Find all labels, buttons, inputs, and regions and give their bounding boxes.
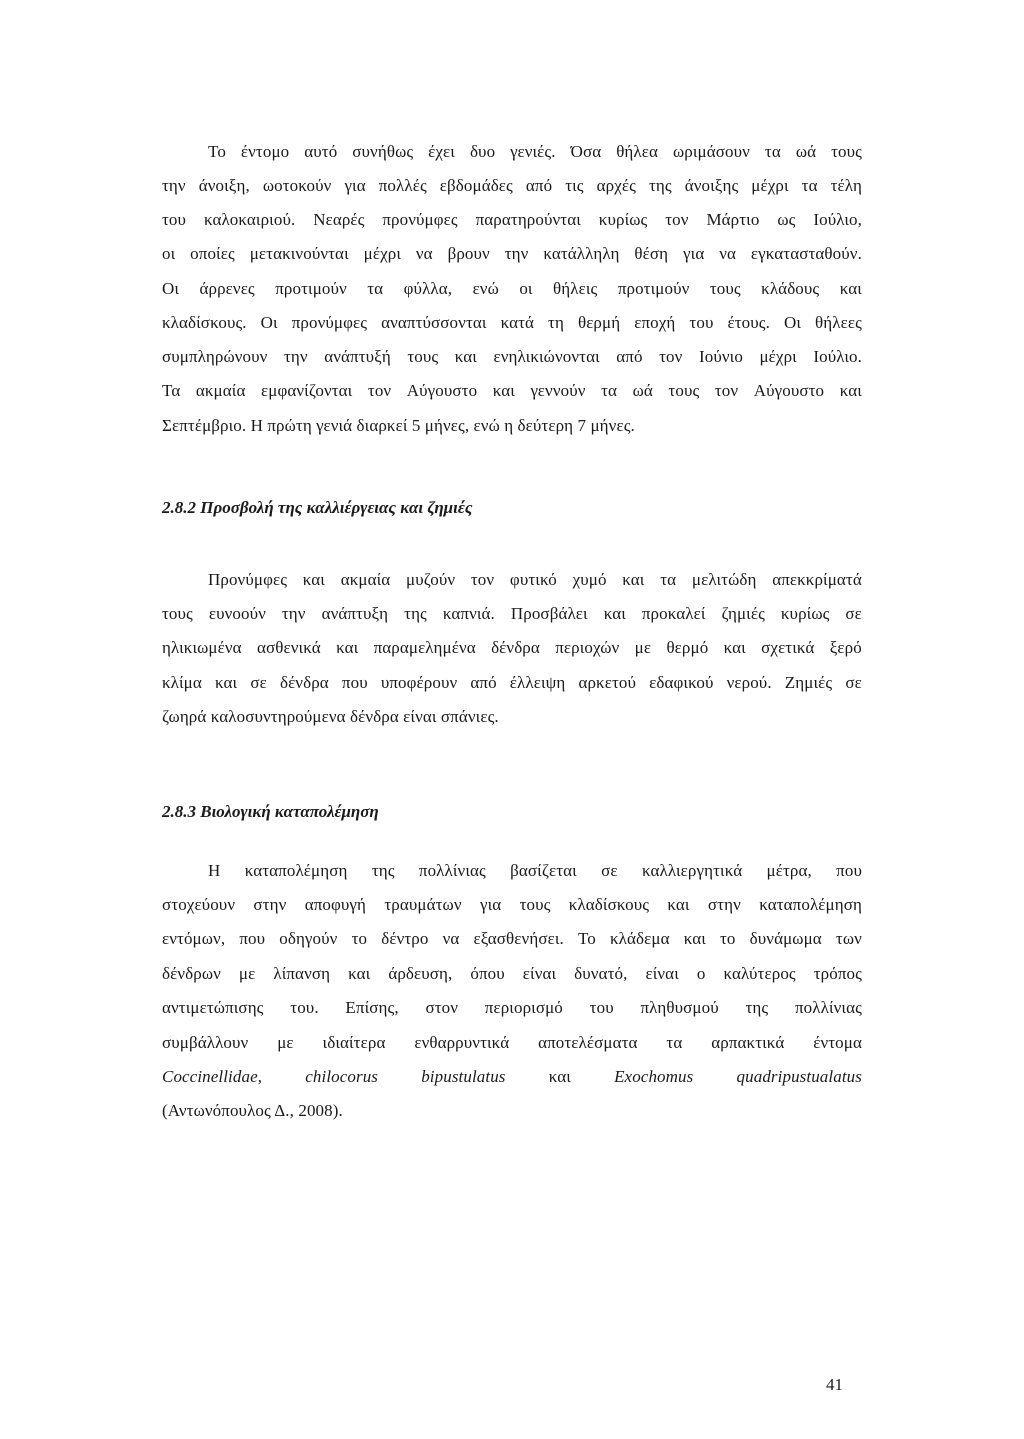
word: μελιτώδη <box>691 570 757 589</box>
word: αυτό <box>304 142 338 161</box>
word: Οι <box>783 313 802 332</box>
word: παραμελημένα <box>373 638 476 657</box>
species-name: chilocorus <box>305 1067 379 1086</box>
word: κλίμα <box>162 673 202 692</box>
para1-line-4 <box>162 244 862 264</box>
word: και <box>348 964 371 983</box>
section-number: 2.8.3 <box>162 802 196 821</box>
word: εξασθενήσει. <box>473 929 564 948</box>
word: με <box>634 638 652 657</box>
word: προκαλεί <box>641 604 706 623</box>
word: εγκατασταθούν. <box>750 244 862 263</box>
word: για <box>479 895 502 914</box>
para1-line-9: Σεπτέμβριο. Η πρώτη γενιά διαρκεί 5 μήνες, ενώ η δεύτερη 7 μήνες. <box>162 416 635 435</box>
word: Το <box>208 142 226 161</box>
para2-line-3 <box>162 638 862 658</box>
word: κατάλληλη <box>543 244 620 263</box>
word: του <box>689 313 714 332</box>
word: προνύμφες <box>291 313 368 332</box>
word: Η <box>208 861 221 880</box>
word: ωά <box>632 381 653 400</box>
word: Ιούνιο <box>698 347 743 366</box>
word: λίπανση <box>273 964 331 983</box>
word: τα <box>601 381 618 400</box>
word: αποφυγή <box>304 895 367 914</box>
word: στοχεύουν <box>162 895 236 914</box>
word: από <box>525 176 553 195</box>
word: και <box>839 279 862 298</box>
word: ωριμάσουν <box>672 142 750 161</box>
word: την <box>283 347 308 366</box>
word: τρόπος <box>813 964 862 983</box>
word: τη <box>548 313 564 332</box>
word: είναι <box>645 964 679 983</box>
word: άρρενες <box>199 279 255 298</box>
para1-line-5 <box>162 279 862 299</box>
word: συνήθως <box>352 142 414 161</box>
para2-line-4 <box>162 673 862 693</box>
word: συμπληρώνουν <box>162 347 268 366</box>
section-heading-2-8-2 <box>162 498 472 518</box>
word: από <box>470 673 497 692</box>
word: την <box>504 244 529 263</box>
word: δυνατό, <box>574 964 628 983</box>
word: το <box>351 929 368 948</box>
species-name: quadripustualatus <box>736 1067 862 1086</box>
word: οι <box>519 279 533 298</box>
word: τα <box>660 570 677 589</box>
word: σε <box>845 604 862 623</box>
section-title: Προσβολή της καλλιέργειας και ζημιές <box>200 498 473 517</box>
word: ξερό <box>829 638 862 657</box>
word: και <box>215 673 238 692</box>
word: Ζημιές <box>784 673 833 692</box>
word: δέντρο <box>381 929 429 948</box>
word: της <box>745 998 769 1017</box>
word: μέχρι <box>363 244 401 263</box>
word: κλάδεμα <box>609 929 670 948</box>
word: πληθυσμού <box>640 998 719 1017</box>
word: και <box>336 638 359 657</box>
word: στην <box>253 895 287 914</box>
word: Νεαρές <box>313 210 365 229</box>
word: που <box>836 861 862 880</box>
word: και <box>667 895 690 914</box>
word: Επίσης, <box>345 998 399 1017</box>
word: περιορισμό <box>484 998 563 1017</box>
word: μυζούν <box>406 570 456 589</box>
word: τους <box>709 279 741 298</box>
word: αρκετού <box>578 673 637 692</box>
section-title: Βιολογική καταπολέμηση <box>200 802 379 821</box>
word: Το <box>577 929 596 948</box>
word: κλαδίσκους <box>568 895 650 914</box>
word: και <box>683 929 706 948</box>
word: που <box>239 929 266 948</box>
word: τα <box>367 279 384 298</box>
word: οποίες <box>190 244 235 263</box>
word: περιοχών <box>555 638 620 657</box>
word: έχει <box>428 142 455 161</box>
word: ως <box>777 210 796 229</box>
word: εντόμων, <box>162 929 226 948</box>
word: και <box>302 570 325 589</box>
word: άνοιξης <box>684 176 739 195</box>
word: και <box>492 381 515 400</box>
word: ωά <box>795 142 817 161</box>
word: από <box>616 347 643 366</box>
word: ηλικιωμένα <box>162 638 242 657</box>
word: τέλη <box>830 176 862 195</box>
word: υποφέρουν <box>380 673 458 692</box>
word: ιδιαίτερα <box>322 1033 386 1052</box>
word: να <box>415 244 433 263</box>
word: τους <box>519 895 551 914</box>
word: πολλές <box>378 176 427 195</box>
word: στην <box>707 895 741 914</box>
word: κλαδίσκους. <box>162 313 247 332</box>
word: Αύγουστο <box>753 381 825 400</box>
word: έτους. <box>727 313 770 332</box>
word: νερού. <box>726 673 772 692</box>
word: βρουν <box>447 244 490 263</box>
para1-line-6 <box>162 313 862 333</box>
word: θέση <box>634 244 669 263</box>
para1-line-2 <box>162 176 862 196</box>
word: εμφανίζονται <box>261 381 353 400</box>
word: θήλεες <box>815 313 862 332</box>
word: φύλλα, <box>403 279 453 298</box>
word: δυο <box>469 142 496 161</box>
word: βασίζεται <box>510 861 577 880</box>
word: εδαφικού <box>649 673 714 692</box>
word: Τα <box>162 381 181 400</box>
word: θερμό <box>666 638 709 657</box>
section-heading-2-8-3 <box>162 802 379 822</box>
para1-line-3 <box>162 210 862 230</box>
word: το <box>720 929 736 948</box>
para1-line-7 <box>162 347 862 367</box>
word: ασθενικά <box>257 638 321 657</box>
para3-line-2 <box>162 895 862 915</box>
word: ευνοούν <box>208 604 266 623</box>
para2-line-2 <box>162 604 862 624</box>
word: τους <box>162 604 193 623</box>
word: δένδρα <box>491 638 540 657</box>
word: Ιούλιο. <box>813 347 862 366</box>
word: ενθαρρυντικά <box>414 1033 510 1052</box>
word: να <box>442 929 460 948</box>
word: του <box>162 210 187 229</box>
word: δένδρα <box>279 673 329 692</box>
word: για <box>344 176 366 195</box>
word: τους <box>407 347 439 366</box>
word: κατά <box>500 313 535 332</box>
word: τον <box>367 381 392 400</box>
word: γεννούν <box>530 381 586 400</box>
species-name: Exochomus <box>614 1067 694 1086</box>
word: του <box>589 998 614 1017</box>
word: τα <box>764 142 781 161</box>
word: ανάπτυξη <box>321 604 389 623</box>
word: τραυμάτων <box>384 895 462 914</box>
word: ο <box>696 964 706 983</box>
word: παρατηρούνται <box>475 210 581 229</box>
word: την <box>281 604 306 623</box>
word: γενιές. <box>510 142 556 161</box>
word: ακμαία <box>340 570 391 589</box>
word: ενηλικιώνονται <box>493 347 600 366</box>
para3-line-3 <box>162 929 862 949</box>
word: σε <box>250 673 267 692</box>
word: μέχρι <box>759 347 797 366</box>
word: τον <box>470 570 495 589</box>
word: δυνάμωμα <box>749 929 822 948</box>
word: και <box>622 570 645 589</box>
word: την <box>162 176 186 195</box>
para2-line-5: ζωηρά καλοσυντηρούμενα δένδρα είναι σπάνιες. <box>162 707 499 726</box>
word: αποτελέσματα <box>538 1033 638 1052</box>
word: καλοκαιριού. <box>203 210 296 229</box>
word: ωοτοκούν <box>262 176 332 195</box>
word: κυρίως <box>598 210 648 229</box>
species-name: bipustulatus <box>421 1067 506 1086</box>
word: Οι <box>162 279 180 298</box>
word: να <box>719 244 737 263</box>
word: κυρίως <box>780 604 830 623</box>
word: τα <box>801 176 818 195</box>
species-name: Coccinellidae, <box>162 1067 263 1086</box>
word: κλάδους <box>761 279 820 298</box>
para3-line-5 <box>162 998 862 1018</box>
word: οδηγούν <box>279 929 338 948</box>
word: Ιούλιο, <box>813 210 862 229</box>
word: έντομο <box>240 142 290 161</box>
word: που <box>341 673 368 692</box>
word: μέχρι <box>751 176 789 195</box>
word: καταπολέμηση <box>244 861 348 880</box>
word: προτιμούν <box>617 279 690 298</box>
word: για <box>683 244 705 263</box>
word: καλλιεργητικά <box>641 861 743 880</box>
para2-line-1 <box>208 570 862 590</box>
word: τις <box>565 176 584 195</box>
word: φυτικό <box>509 570 557 589</box>
word: Προνύμφες <box>208 570 288 589</box>
word: και <box>839 381 862 400</box>
conjunction: και <box>548 1067 571 1086</box>
word: είναι <box>522 964 557 983</box>
word: αρχές <box>596 176 636 195</box>
section-number: 2.8.2 <box>162 498 196 517</box>
word: συμβάλλουν <box>162 1033 249 1052</box>
word: τον <box>714 381 739 400</box>
word: πολλίνιας <box>794 998 862 1017</box>
word: καλύτερος <box>723 964 796 983</box>
word: με <box>277 1033 294 1052</box>
word: έλλειψη <box>509 673 566 692</box>
word: τον <box>659 347 683 366</box>
word: απεκκρίματά <box>772 570 862 589</box>
word: της <box>371 861 395 880</box>
word: ανάπτυξή <box>324 347 391 366</box>
word: τους <box>831 142 862 161</box>
word: και <box>454 347 477 366</box>
word: άρδευση, <box>388 964 453 983</box>
word: και <box>603 604 626 623</box>
word: καταπολέμηση <box>759 895 862 914</box>
word: των <box>835 929 862 948</box>
word: προνύμφες <box>382 210 458 229</box>
word: οι <box>162 244 176 263</box>
word: του. <box>290 998 319 1017</box>
para1-line-8 <box>162 381 862 401</box>
word: της <box>404 604 427 623</box>
word: εβδομάδες <box>439 176 513 195</box>
word: Αύγουστο <box>406 381 478 400</box>
page-number: 41 <box>826 1375 843 1394</box>
word: σχετικά <box>761 638 815 657</box>
word: αντιμετώπισης <box>162 998 264 1017</box>
word: άνοιξη, <box>198 176 250 195</box>
word: σε <box>601 861 618 880</box>
para3-line-6 <box>162 1033 862 1053</box>
word: τα <box>666 1033 683 1052</box>
word: τους <box>668 381 700 400</box>
word: με <box>238 964 256 983</box>
word: Όσα <box>570 142 602 161</box>
word: δένδρων <box>162 964 221 983</box>
para3-line-4 <box>162 964 862 984</box>
word: Προσβάλει <box>510 604 588 623</box>
word: ενώ <box>472 279 499 298</box>
word: αρπακτικά <box>711 1033 785 1052</box>
word: στον <box>425 998 459 1017</box>
word: εποχή <box>634 313 676 332</box>
word: μετακινούνται <box>249 244 349 263</box>
citation: (Αντωνόπουλος Δ., 2008). <box>162 1101 343 1120</box>
word: Οι <box>260 313 278 332</box>
para3-species-line <box>162 1067 862 1087</box>
word: και <box>723 638 746 657</box>
para3-line-1 <box>208 861 862 881</box>
word: αναπτύσσονται <box>381 313 487 332</box>
word: τον <box>665 210 689 229</box>
word: ζημιές <box>721 604 765 623</box>
word: θερμή <box>577 313 621 332</box>
word: πολλίνιας <box>418 861 486 880</box>
word: θήλεις <box>553 279 598 298</box>
word: όπου <box>470 964 505 983</box>
word: καπνιά. <box>442 604 495 623</box>
word: έντομα <box>813 1033 862 1052</box>
word: Μάρτιο <box>706 210 760 229</box>
word: μέτρα, <box>766 861 812 880</box>
word: σε <box>845 673 862 692</box>
word: ακμαία <box>195 381 246 400</box>
word: θήλεα <box>616 142 659 161</box>
word: χυμό <box>572 570 607 589</box>
word: προτιμούν <box>275 279 347 298</box>
word: της <box>648 176 672 195</box>
para1-line-1 <box>208 142 862 162</box>
